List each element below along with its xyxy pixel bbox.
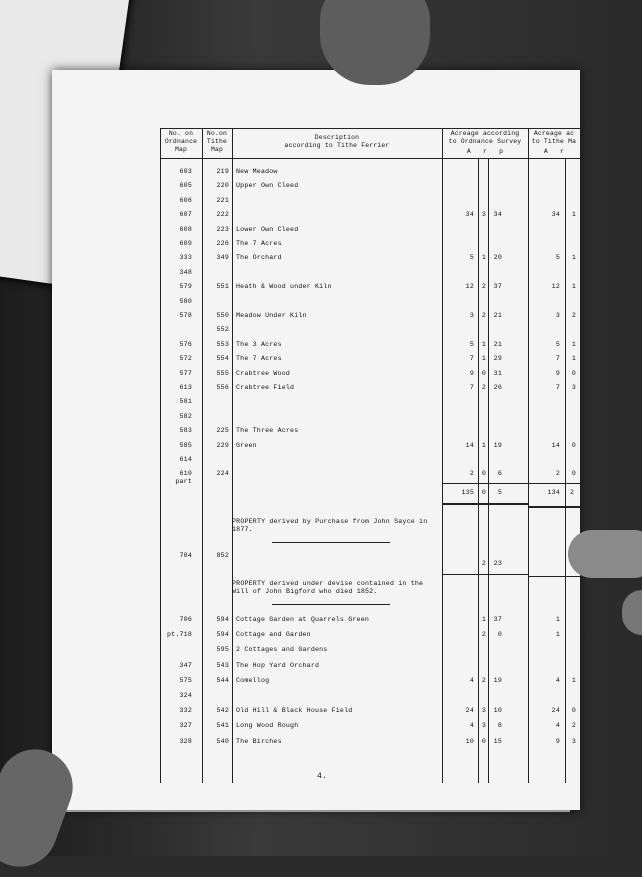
perches: 15 <box>493 737 502 745</box>
table-top-rule <box>160 128 580 129</box>
tithe-map-number: 225 <box>216 427 229 435</box>
description: Cottage Garden at Quarrels Green <box>236 616 370 623</box>
tithe-map-number: 550 <box>216 312 229 319</box>
tithe-acres: 2 <box>555 470 560 478</box>
tithe-acres: 5 <box>555 340 560 348</box>
acres: 7 <box>469 384 474 391</box>
roods: 1 <box>481 355 486 363</box>
tithe-acres: 4 <box>555 722 560 730</box>
subtotal-rule <box>442 574 528 575</box>
ord-map-number: 610 part <box>175 470 192 486</box>
description: Crabtree Field <box>236 384 295 391</box>
tithe-map-number: 553 <box>216 340 229 348</box>
ord-map-number: 581 <box>179 398 192 406</box>
ord-map-number: 585 <box>179 441 192 449</box>
header-acreage-ordnance-units: A r p <box>466 148 504 155</box>
perches: 19 <box>493 441 502 449</box>
acres: 5 <box>469 340 474 348</box>
tithe-roods: 1 <box>571 676 576 684</box>
roods: 0 <box>481 470 486 478</box>
acreage-table <box>160 128 580 783</box>
tithe-map-number: 223 <box>216 225 229 233</box>
description: Old Hill & Black House Field <box>236 707 353 715</box>
description: Meadow Under Kiln <box>236 312 307 319</box>
tithe-acres: 3 <box>555 312 560 319</box>
roods: 2 <box>481 560 486 567</box>
roods: 3 <box>481 707 486 715</box>
roods: 1 <box>481 254 486 262</box>
ord-map-number: 328 <box>179 737 192 745</box>
header-rule <box>160 158 580 159</box>
perches: 37 <box>493 283 502 291</box>
perches: 6 <box>497 470 502 478</box>
ord-map-number: 603 <box>179 168 192 175</box>
tithe-acres: 9 <box>555 369 560 377</box>
tithe-map-number: 542 <box>216 707 229 715</box>
description: Lower Own Cleed <box>236 225 299 233</box>
header-acreage-tithe-units: A r <box>543 148 565 155</box>
description: Heath & Wood under Kiln <box>236 283 332 291</box>
ord-map-number: pt.718 <box>167 631 192 639</box>
header-acreage-ordnance: Acreage according to Ordnance Survey <box>448 130 522 145</box>
roods: 0 <box>481 369 486 377</box>
ord-map-number: 583 <box>179 427 192 435</box>
ord-map-number: 582 <box>179 412 192 420</box>
devise-note: PROPERTY derived under devise contained in the Will of John Bigford who died 1852. <box>232 580 424 595</box>
ord-map-number: 575 <box>179 676 192 684</box>
ord-map-number: 324 <box>179 692 192 699</box>
tithe-acres: 4 <box>555 676 560 684</box>
note-rule <box>272 542 390 543</box>
tithe-acres: 12 <box>551 283 560 291</box>
total-perches: 5 <box>497 489 502 496</box>
ord-map-number: 704 <box>179 552 192 559</box>
acres: 5 <box>469 254 474 262</box>
tithe-map-number: 555 <box>216 369 229 377</box>
tithe-acres: 34 <box>551 211 560 219</box>
subtotal-rule <box>528 483 580 484</box>
acres: 24 <box>465 707 474 715</box>
description: The 7 Acres <box>236 240 282 247</box>
tithe-map-number: 544 <box>216 676 229 684</box>
tithe-roods: 1 <box>571 211 576 219</box>
subtotal-rule <box>528 576 580 577</box>
perches: 21 <box>493 340 502 348</box>
tithe-roods: 0 <box>571 470 576 478</box>
tithe-map-number: 552 <box>216 326 229 334</box>
total-tithe-roods: 2 <box>570 489 575 496</box>
description: Cottage and Garden <box>236 631 311 639</box>
ord-map-number: 332 <box>179 707 192 715</box>
perches: 37 <box>493 616 502 623</box>
tithe-map-number: 594 <box>216 631 229 639</box>
ord-map-number: 614 <box>179 456 192 463</box>
roods: 1 <box>481 340 486 348</box>
ord-map-number: 577 <box>179 369 192 377</box>
tithe-map-number: 594 <box>216 616 229 623</box>
ord-map-number: 607 <box>179 211 192 219</box>
tithe-map-number: 226 <box>216 240 229 247</box>
hand-finger-right <box>568 530 642 578</box>
tithe-map-number: 543 <box>216 661 229 669</box>
perches: 34 <box>493 211 502 219</box>
note-rule <box>272 604 390 605</box>
tithe-acres: 24 <box>551 707 560 715</box>
tithe-map-number: 224 <box>216 470 229 478</box>
tithe-map-number: 551 <box>216 283 229 291</box>
tithe-map-number: 222 <box>216 211 229 219</box>
perches: 29 <box>493 355 502 363</box>
tithe-roods: 1 <box>571 355 576 363</box>
description: Comellog <box>236 676 270 684</box>
ord-map-number: 327 <box>179 722 192 730</box>
tithe-roods: 1 <box>571 340 576 348</box>
description: The 7 Acres <box>236 355 282 363</box>
acres: 4 <box>469 722 474 730</box>
description: Crabtree Wood <box>236 369 291 377</box>
tithe-map-number: 229 <box>216 441 229 449</box>
ord-map-number: 578 <box>179 312 192 319</box>
col-rule <box>232 128 233 783</box>
tithe-map-number: 219 <box>216 168 229 175</box>
total-tithe-acres: 134 <box>547 489 560 496</box>
tithe-map-number: 541 <box>216 722 229 730</box>
roods: 2 <box>481 312 486 319</box>
roods: 1 <box>481 616 486 623</box>
description: Upper Own Cleed <box>236 182 299 190</box>
ord-map-number: 348 <box>179 268 192 276</box>
tithe-roods: 1 <box>571 254 576 262</box>
ord-map-number: 609 <box>179 240 192 247</box>
description: Long Wood Rough <box>236 722 299 730</box>
ord-map-number: 347 <box>179 661 192 669</box>
acres: 3 <box>469 312 474 319</box>
perches: 21 <box>493 312 502 319</box>
acres: 12 <box>465 283 474 291</box>
perches: 19 <box>493 676 502 684</box>
roods: 2 <box>481 676 486 684</box>
perches: 23 <box>493 560 502 567</box>
acres: 14 <box>465 441 474 449</box>
ord-map-number: 606 <box>179 196 192 204</box>
tithe-roods: 0 <box>571 707 576 715</box>
purchase-note: PROPERTY derived by Purchase from John Sayce in 1877. <box>232 518 428 533</box>
description: Green <box>236 441 257 449</box>
tithe-roods: 2 <box>571 722 576 730</box>
roods: 2 <box>481 283 486 291</box>
ord-map-number: 613 <box>179 384 192 391</box>
roods: 1 <box>481 441 486 449</box>
tithe-map-number: 554 <box>216 355 229 363</box>
tithe-roods: 2 <box>571 312 576 319</box>
acres: 10 <box>465 737 474 745</box>
perches: 31 <box>493 369 502 377</box>
description: The Birches <box>236 737 282 745</box>
tithe-acres: 1 <box>555 631 560 639</box>
tithe-roods: 3 <box>571 737 576 745</box>
tithe-map-number: 221 <box>216 196 229 204</box>
description: The 3 Acres <box>236 340 282 348</box>
acres: 34 <box>465 211 474 219</box>
description: New Meadow <box>236 168 278 175</box>
ord-map-number: 579 <box>179 283 192 291</box>
roods: 3 <box>481 211 486 219</box>
tithe-acres: 5 <box>555 254 560 262</box>
perches: 8 <box>497 722 502 730</box>
tithe-acres: 9 <box>555 737 560 745</box>
total-double-rule <box>528 506 580 508</box>
tithe-map-number: 852 <box>216 552 229 559</box>
tithe-acres: 14 <box>551 441 560 449</box>
total-roods: 0 <box>481 489 486 496</box>
tithe-map-number: 595 <box>216 646 229 654</box>
header-description: Description according to Tithe Ferrier <box>284 134 390 149</box>
ord-map-number: 576 <box>179 340 192 348</box>
tithe-roods: 0 <box>571 369 576 377</box>
acres: 7 <box>469 355 474 363</box>
header-acreage-tithe: Acreage ac to Tithe Ma <box>531 130 577 145</box>
acres: 2 <box>469 470 474 478</box>
tithe-roods: 3 <box>571 384 576 391</box>
acres: 4 <box>469 676 474 684</box>
description: The Orchard <box>236 254 282 262</box>
tithe-map-number: 556 <box>216 384 229 391</box>
header-tithe-map: No.on Tithe Map <box>206 130 228 153</box>
page-number: 4. <box>317 772 328 781</box>
roods: 0 <box>481 737 486 745</box>
tithe-map-number: 540 <box>216 737 229 745</box>
ord-map-number: 608 <box>179 225 192 233</box>
ord-map-number: 333 <box>179 254 192 262</box>
roods: 2 <box>481 384 486 391</box>
roods: 3 <box>481 722 486 730</box>
ord-map-number: 580 <box>179 297 192 305</box>
perches: 20 <box>493 254 502 262</box>
ord-map-number: 706 <box>179 616 192 623</box>
tithe-acres: 7 <box>555 355 560 363</box>
tithe-roods: 0 <box>571 441 576 449</box>
total-acres: 135 <box>461 489 474 496</box>
tithe-map-number: 349 <box>216 254 229 262</box>
roods: 2 <box>481 631 486 639</box>
perches: 26 <box>493 384 502 391</box>
subtotal-rule <box>442 483 528 484</box>
acres: 9 <box>469 369 474 377</box>
total-double-rule <box>442 503 528 505</box>
tithe-acres: 7 <box>555 384 560 391</box>
description: The Three Acres <box>236 427 299 435</box>
ord-map-number: 605 <box>179 182 192 190</box>
perches: 10 <box>493 707 502 715</box>
perches: 0 <box>497 631 502 639</box>
tithe-map-number: 220 <box>216 182 229 190</box>
header-ord-map: No. on Ordnance Map <box>164 130 198 153</box>
tithe-roods: 1 <box>571 283 576 291</box>
tithe-acres: 1 <box>555 616 560 623</box>
description: The Hop Yard Orchard <box>236 661 320 669</box>
ord-map-number: 572 <box>179 355 192 363</box>
description: 2 Cottages and Gardens <box>236 646 328 654</box>
